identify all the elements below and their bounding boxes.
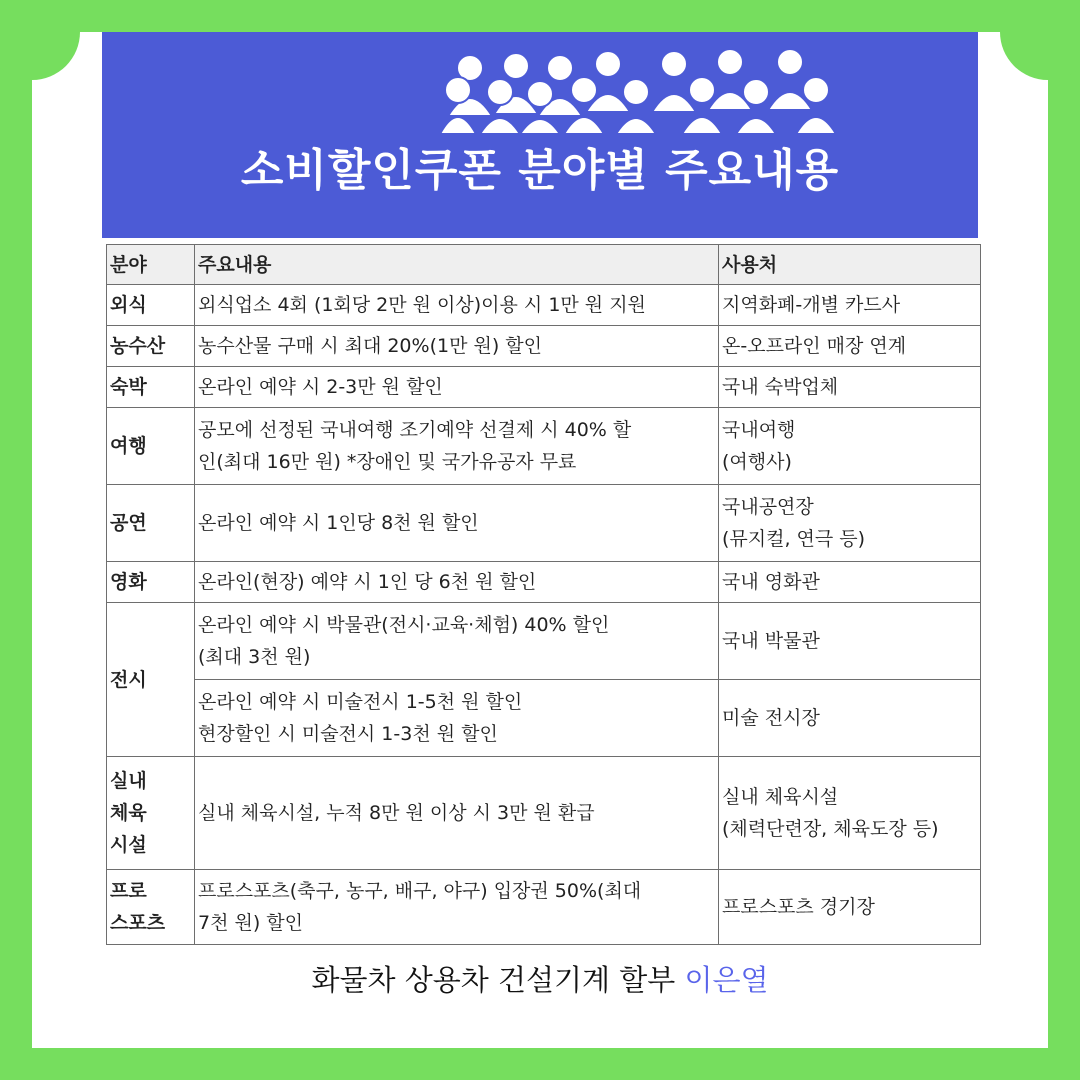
main-cell <box>195 408 719 485</box>
table-header-row <box>107 245 981 285</box>
people-group-icon <box>440 46 844 134</box>
category-line: 시설 <box>110 834 147 856</box>
category-cell: 공연 <box>107 485 195 562</box>
footer-text: 화물차 상용차 건설기계 할부 <box>311 963 676 997</box>
main-cell <box>195 870 719 945</box>
main-cell <box>195 367 719 408</box>
main-line: 외식업소 4회 (1회당 2만 원 이상)이용 시 1만 원 지원 <box>198 294 646 316</box>
main-line: 프로스포츠(축구, 농구, 배구, 야구) 입장권 50%(최대 <box>198 880 642 902</box>
place-line: 지역화폐-개별 카드사 <box>722 294 901 316</box>
category-cell: 영화 <box>107 562 195 603</box>
table-row <box>107 870 981 945</box>
place-cell <box>719 757 981 870</box>
main-line: 온라인 예약 시 박물관(전시·교육·체험) 40% 할인 <box>198 614 610 636</box>
main-cell <box>195 285 719 326</box>
table-row <box>107 680 981 757</box>
main-cell <box>195 757 719 870</box>
place-cell <box>719 680 981 757</box>
place-line: 국내공연장 <box>722 496 814 518</box>
main-line: 공모에 선정된 국내여행 조기예약 선결제 시 40% 할 <box>198 419 632 441</box>
place-cell <box>719 603 981 680</box>
category-line: 스포츠 <box>110 912 166 934</box>
place-line: 실내 체육시설 <box>722 786 839 808</box>
place-line: 국내 박물관 <box>722 630 820 652</box>
table-row <box>107 367 981 408</box>
title-banner <box>102 32 978 238</box>
main-line: 농수산물 구매 시 최대 20%(1만 원) 할인 <box>198 335 542 357</box>
header-main: 주요내용 <box>195 245 719 285</box>
table-row <box>107 285 981 326</box>
category-cell: 외식 <box>107 285 195 326</box>
place-cell <box>719 367 981 408</box>
header-category: 분야 <box>107 245 195 285</box>
place-line: 온-오프라인 매장 연계 <box>722 335 907 357</box>
footer-caption <box>0 950 1080 1010</box>
category-cell: 농수산 <box>107 326 195 367</box>
place-line: 프로스포츠 경기장 <box>722 896 875 918</box>
table-row <box>107 408 981 485</box>
place-cell <box>719 408 981 485</box>
main-line: 온라인 예약 시 1인당 8천 원 할인 <box>198 512 479 534</box>
main-cell <box>195 562 719 603</box>
place-line: (여행사) <box>722 451 792 473</box>
main-line: 7천 원) 할인 <box>198 912 303 934</box>
place-cell <box>719 870 981 945</box>
category-line: 체육 <box>110 802 147 824</box>
main-cell <box>195 603 719 680</box>
place-cell <box>719 485 981 562</box>
table-row <box>107 326 981 367</box>
place-line: 국내 숙박업체 <box>722 376 839 398</box>
coupon-table <box>106 244 981 945</box>
main-line: 온라인 예약 시 2-3만 원 할인 <box>198 376 443 398</box>
corner-decoration-right <box>1000 0 1080 80</box>
table-row <box>107 562 981 603</box>
category-cell: 여행 <box>107 408 195 485</box>
place-cell <box>719 326 981 367</box>
main-line: (최대 3천 원) <box>198 646 311 668</box>
main-cell <box>195 680 719 757</box>
table-row <box>107 485 981 562</box>
category-cell <box>107 870 195 945</box>
main-line: 현장할인 시 미술전시 1-3천 원 할인 <box>198 723 498 745</box>
header-place: 사용처 <box>719 245 981 285</box>
category-cell: 전시 <box>107 603 195 757</box>
category-cell <box>107 757 195 870</box>
table-row <box>107 603 981 680</box>
main-line: 온라인(현장) 예약 시 1인 당 6천 원 할인 <box>198 571 537 593</box>
page-title: 소비할인쿠폰 분야별 주요내용 <box>240 145 840 196</box>
table-row <box>107 757 981 870</box>
category-line: 실내 <box>110 770 147 792</box>
main-line: 인(최대 16만 원) *장애인 및 국가유공자 무료 <box>198 451 577 473</box>
footer-highlight: 이은열 <box>684 963 769 997</box>
place-line: 국내 영화관 <box>722 571 820 593</box>
main-cell <box>195 326 719 367</box>
place-line: 미술 전시장 <box>722 707 820 729</box>
category-cell: 숙박 <box>107 367 195 408</box>
main-line: 실내 체육시설, 누적 8만 원 이상 시 3만 원 환급 <box>198 802 595 824</box>
place-line: (뮤지컬, 연극 등) <box>722 528 866 550</box>
corner-decoration-left <box>0 0 80 80</box>
category-line: 프로 <box>110 880 147 902</box>
place-line: (체력단련장, 체육도장 등) <box>722 818 939 840</box>
main-line: 온라인 예약 시 미술전시 1-5천 원 할인 <box>198 691 523 713</box>
place-cell <box>719 562 981 603</box>
main-cell <box>195 485 719 562</box>
place-cell <box>719 285 981 326</box>
place-line: 국내여행 <box>722 419 796 441</box>
